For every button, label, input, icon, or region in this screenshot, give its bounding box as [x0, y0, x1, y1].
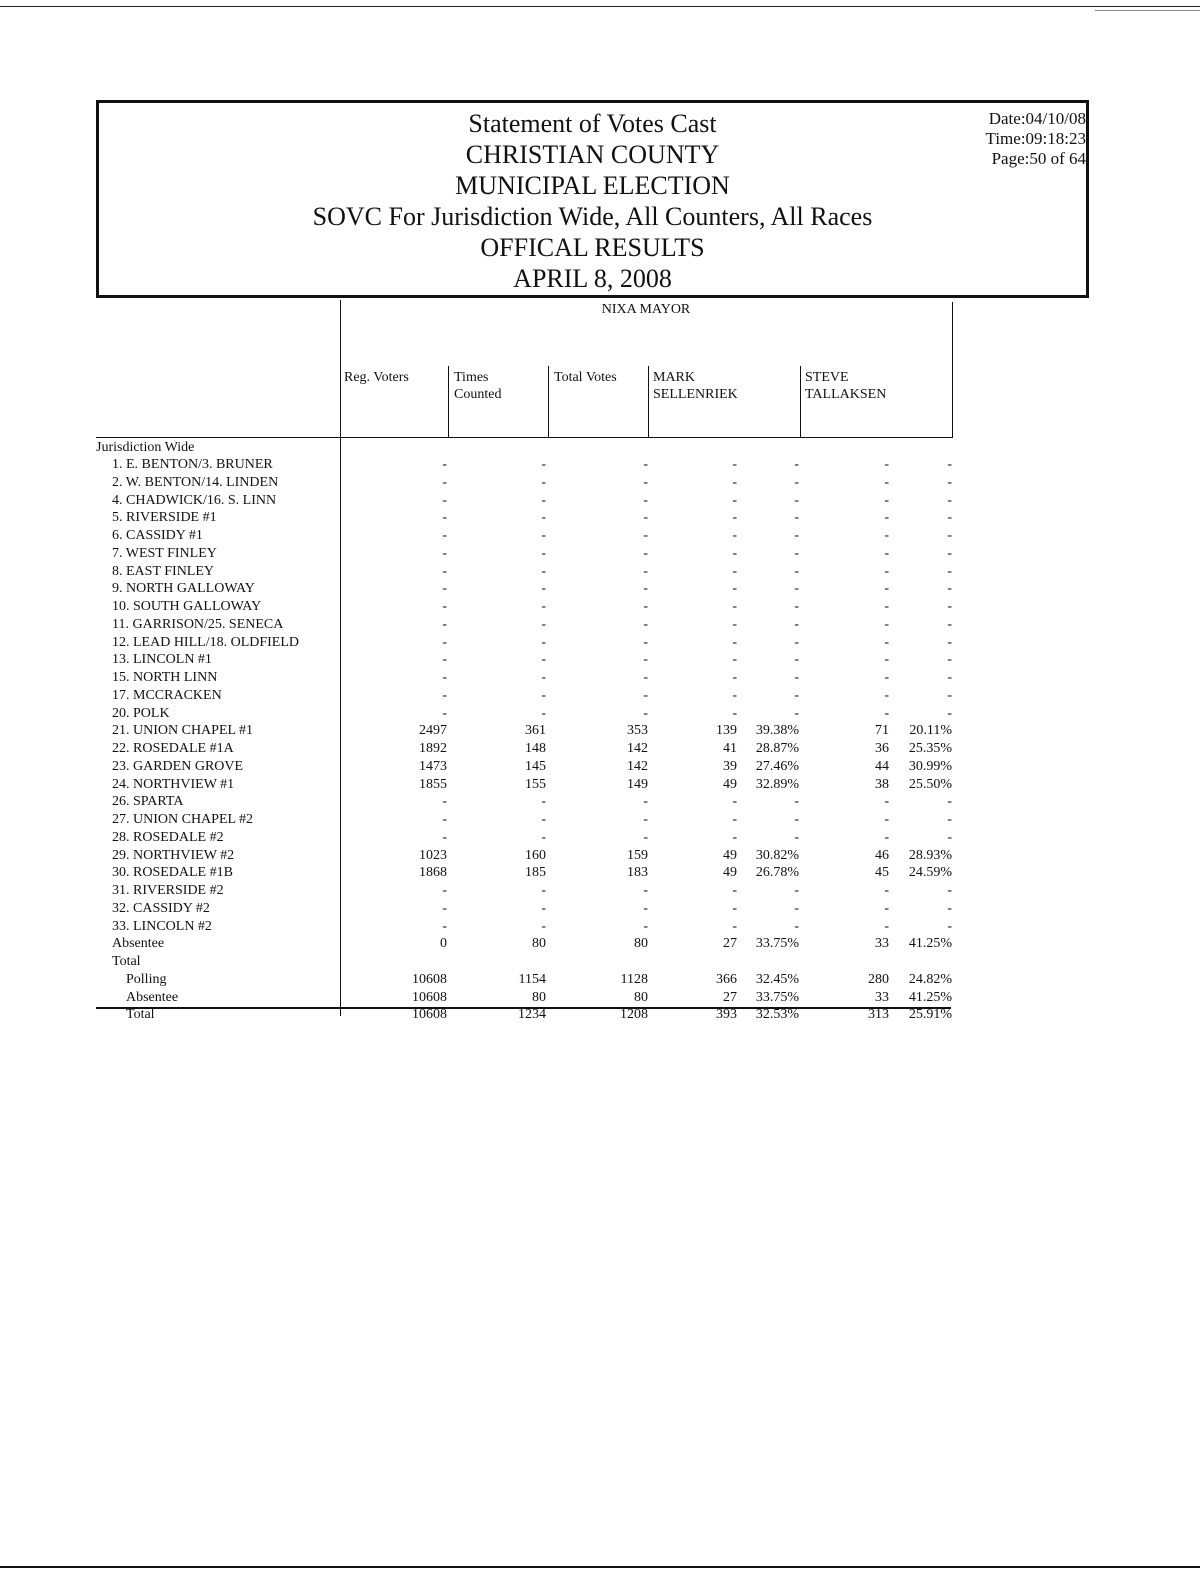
table-cell: -	[732, 883, 737, 898]
table-cell: -	[643, 670, 648, 685]
row-label: 29. NORTHVIEW #2	[112, 847, 235, 863]
table-cell: -	[947, 705, 952, 721]
row-label: 7. WEST FINLEY	[112, 545, 217, 561]
table-cell: 2497	[419, 723, 447, 739]
table-cell: 28.93%	[908, 847, 952, 863]
table-cell: -	[884, 634, 889, 650]
column-header-total-votes: Total Votes	[554, 370, 617, 385]
table-cell: -	[732, 581, 737, 597]
table-cell: -	[732, 616, 737, 632]
report-stamp	[986, 109, 1086, 169]
table-cell: 45	[875, 865, 889, 881]
table-cell: -	[794, 599, 799, 614]
table-cell: -	[442, 670, 447, 685]
table-cell: -	[884, 918, 889, 934]
table-cell: -	[732, 634, 737, 650]
table-cell: -	[643, 563, 648, 579]
table-cell: -	[794, 829, 799, 845]
table-cell: 1023	[419, 847, 447, 863]
table-cell: -	[541, 705, 546, 721]
table-cell: 46	[875, 847, 889, 863]
table-cell: -	[947, 616, 952, 632]
table-cell: 1855	[419, 776, 447, 792]
table-cell: 0	[440, 936, 447, 952]
table-cell: 36	[875, 741, 889, 756]
row-label: 26. SPARTA	[112, 794, 184, 810]
title-line: APRIL 8, 2008	[513, 264, 672, 293]
table-cell: -	[884, 545, 889, 561]
row-label: 32. CASSIDY #2	[112, 900, 210, 916]
table-cell: 44	[875, 758, 889, 774]
table-cell: -	[884, 687, 889, 703]
report-date: Date:04/10/08	[988, 109, 1086, 128]
table-cell: -	[643, 794, 648, 810]
table-cell: -	[643, 581, 648, 597]
table-cell: 25.50%	[908, 776, 952, 792]
table-cell: 1128	[620, 971, 648, 987]
table-cell: -	[643, 545, 648, 561]
table-cell: -	[884, 492, 889, 508]
table-cell: -	[794, 900, 799, 916]
table-cell: 33.75%	[755, 989, 799, 1005]
row-label: 4. CHADWICK/16. S. LINN	[112, 492, 277, 508]
table-cell: -	[884, 581, 889, 597]
row-label: 6. CASSIDY #1	[112, 528, 203, 543]
table-cell: -	[541, 900, 546, 916]
table-cell: -	[947, 883, 952, 898]
race-title: NIXA MAYOR	[601, 302, 691, 317]
table-cell: -	[947, 581, 952, 597]
table-cell: -	[732, 687, 737, 703]
table-cell: 10608	[412, 989, 447, 1005]
table-cell: 80	[532, 936, 546, 952]
row-label: Total	[112, 954, 141, 969]
table-cell: -	[541, 652, 546, 668]
table-cell: 80	[634, 989, 648, 1005]
row-label: 30. ROSEDALE #1B	[112, 865, 233, 881]
table-cell: -	[884, 794, 889, 810]
table-cell: -	[442, 687, 447, 703]
table-cell: -	[794, 634, 799, 650]
table-cell: -	[794, 705, 799, 721]
table-cell: -	[442, 545, 447, 561]
row-label: 9. NORTH GALLOWAY	[112, 581, 255, 597]
row-label: 1. E. BENTON/3. BRUNER	[112, 457, 273, 472]
table-cell: -	[732, 545, 737, 561]
table-cell: -	[541, 492, 546, 508]
table-cell: -	[442, 634, 447, 650]
table-cell: -	[947, 563, 952, 579]
table-cell: -	[442, 883, 447, 898]
table-cell: -	[794, 581, 799, 597]
table-cell: -	[794, 616, 799, 632]
table-cell: 27	[723, 989, 737, 1005]
table-cell: -	[541, 563, 546, 579]
table-cell: -	[794, 528, 799, 543]
table-cell: -	[947, 457, 952, 472]
report-title	[99, 108, 1086, 294]
table-cell: -	[442, 900, 447, 916]
section-label: Jurisdiction Wide	[96, 440, 195, 455]
table-cell: 160	[525, 847, 546, 863]
table-cell: -	[643, 528, 648, 543]
table-cell: 139	[716, 723, 737, 739]
table-cell: 26.78%	[755, 865, 799, 881]
table-cell: -	[732, 563, 737, 579]
table-cell: -	[884, 474, 889, 490]
table-cell: -	[442, 829, 447, 845]
table-cell: -	[884, 900, 889, 916]
table-cell: 1234	[518, 1007, 546, 1023]
table-cell: -	[643, 883, 648, 898]
table-cell: -	[541, 812, 546, 827]
column-header-reg-voters: Reg. Voters	[344, 370, 409, 385]
table-cell: -	[947, 545, 952, 561]
title-line: MUNICIPAL ELECTION	[455, 171, 730, 200]
table-cell: -	[541, 634, 546, 650]
table-cell: 27.46%	[755, 758, 799, 774]
table-cell: -	[541, 918, 546, 934]
column-divider	[648, 366, 649, 438]
table-cell: 30.99%	[908, 758, 952, 774]
title-line: Statement of Votes Cast	[468, 109, 717, 138]
table-cell: -	[794, 812, 799, 827]
table-cell: 1473	[419, 758, 447, 774]
table-cell: -	[947, 794, 952, 810]
table-cell: -	[643, 900, 648, 916]
table-cell: -	[732, 918, 737, 934]
table-cell: 80	[634, 936, 648, 952]
table-cell: -	[643, 812, 648, 827]
table-cell: -	[732, 670, 737, 685]
table-cell: -	[794, 670, 799, 685]
report-header-box	[96, 100, 1089, 298]
table-cell: -	[794, 563, 799, 579]
column-header-candidate-sellenriek: MARK SELLENRIEK	[653, 370, 738, 402]
table-cell: -	[884, 616, 889, 632]
table-cell: -	[643, 616, 648, 632]
table-cell: -	[794, 474, 799, 490]
table-cell: -	[643, 705, 648, 721]
table-cell: 49	[723, 776, 737, 792]
table-cell: -	[442, 510, 447, 526]
row-label: 27. UNION CHAPEL #2	[112, 812, 254, 827]
scan-edge-top	[0, 6, 1200, 7]
table-cell: -	[794, 918, 799, 934]
table-cell: -	[884, 563, 889, 579]
table-cell: 1868	[419, 865, 447, 881]
table-cell: -	[732, 900, 737, 916]
column-divider	[548, 366, 549, 438]
table-cell: 80	[532, 989, 546, 1005]
row-label: 8. EAST FINLEY	[112, 563, 215, 579]
header-bottom-rule	[96, 437, 953, 438]
table-cell: -	[541, 599, 546, 614]
row-label: 12. LEAD HILL/18. OLDFIELD	[112, 634, 300, 650]
column-header-candidate-tallaksen: STEVE TALLAKSEN	[805, 370, 887, 402]
table-cell: 10608	[412, 971, 447, 987]
table-cell: -	[884, 457, 889, 472]
table-cell: -	[884, 670, 889, 685]
table-cell: -	[794, 883, 799, 898]
table-cell: -	[884, 528, 889, 543]
table-cell: 39	[723, 758, 737, 774]
table-cell: -	[442, 528, 447, 543]
table-cell: -	[732, 599, 737, 614]
table-cell: -	[732, 812, 737, 827]
table-cell: -	[541, 829, 546, 845]
table-cell: -	[643, 599, 648, 614]
table-cell: -	[643, 687, 648, 703]
row-label: 24. NORTHVIEW #1	[112, 776, 235, 792]
table-cell: -	[732, 652, 737, 668]
row-label: 15. NORTH LINN	[112, 670, 218, 685]
row-label: 2. W. BENTON/14. LINDEN	[112, 474, 279, 490]
table-cell: -	[643, 474, 648, 490]
table-cell: -	[884, 652, 889, 668]
table-cell: -	[794, 687, 799, 703]
table-cell: 142	[627, 741, 648, 756]
row-label: 10. SOUTH GALLOWAY	[112, 599, 262, 614]
row-label: Absentee	[112, 936, 165, 952]
table-cell: -	[541, 474, 546, 490]
table-cell: -	[541, 616, 546, 632]
report-page: Page:50 of 64	[991, 149, 1086, 168]
table-cell: 38	[875, 776, 889, 792]
table-cell: -	[947, 599, 952, 614]
table-cell: -	[541, 457, 546, 472]
table-cell: -	[794, 652, 799, 668]
table-cell: -	[794, 794, 799, 810]
table-cell: -	[947, 510, 952, 526]
row-label: 20. POLK	[112, 705, 170, 721]
table-cell: -	[643, 829, 648, 845]
table-cell: -	[794, 492, 799, 508]
table-cell: 393	[716, 1007, 737, 1023]
table-cell: -	[541, 528, 546, 543]
table-cell: -	[442, 563, 447, 579]
table-cell: -	[884, 812, 889, 827]
table-cell: -	[884, 510, 889, 526]
row-label: 31. RIVERSIDE #2	[112, 883, 224, 898]
table-cell: 41.25%	[908, 989, 952, 1005]
table-cell: -	[442, 652, 447, 668]
table-cell: -	[442, 812, 447, 827]
table-cell: 39.38%	[755, 723, 799, 739]
table-cell: 145	[525, 758, 546, 774]
table-cell: -	[442, 616, 447, 632]
title-line: SOVC For Jurisdiction Wide, All Counters, All Races	[312, 202, 873, 231]
table-cell: -	[884, 883, 889, 898]
table-cell: 33.75%	[755, 936, 799, 952]
column-header-times-counted: Times Counted	[454, 370, 502, 402]
table-cell: -	[794, 545, 799, 561]
table-cell: 32.89%	[755, 776, 799, 792]
table-cell: -	[541, 510, 546, 526]
table-cell: -	[541, 883, 546, 898]
table-cell: -	[947, 900, 952, 916]
table-cell: -	[732, 528, 737, 543]
table-cell: -	[643, 634, 648, 650]
table-cell: 1892	[419, 741, 447, 756]
table-cell: -	[442, 599, 447, 614]
table-cell: -	[541, 670, 546, 685]
table-cell: -	[947, 528, 952, 543]
row-label: 21. UNION CHAPEL #1	[112, 723, 254, 739]
column-divider	[800, 366, 801, 438]
table-cell: -	[732, 705, 737, 721]
table-cell: 353	[627, 723, 648, 739]
column-divider	[448, 366, 449, 438]
table-cell: -	[442, 705, 447, 721]
table-cell: -	[732, 510, 737, 526]
table-cell: 1154	[518, 971, 546, 987]
title-line: CHRISTIAN COUNTY	[465, 140, 720, 169]
table-cell: 366	[716, 971, 737, 987]
table-cell: 20.11%	[909, 723, 952, 739]
table-cell: -	[947, 492, 952, 508]
table-cell: 33	[875, 989, 889, 1005]
row-label: 17. MCCRACKEN	[112, 687, 222, 703]
table-cell: 41	[723, 741, 737, 756]
table-cell: -	[947, 634, 952, 650]
table-cell: 49	[723, 847, 737, 863]
table-cell: -	[541, 794, 546, 810]
table-cell: -	[442, 794, 447, 810]
table-cell: 24.82%	[908, 971, 952, 987]
table-cell: -	[643, 652, 648, 668]
table-cell: -	[541, 581, 546, 597]
table-cell: 361	[525, 723, 546, 739]
table-cell: 313	[868, 1007, 889, 1023]
table-cell: 25.35%	[908, 741, 952, 756]
table-cell: 280	[868, 971, 889, 987]
table-left-rule	[340, 300, 341, 1016]
table-cell: 28.87%	[755, 741, 799, 756]
table-cell: -	[442, 918, 447, 934]
table-cell: 183	[627, 865, 648, 881]
table-cell: 155	[525, 776, 546, 792]
table-cell: -	[947, 812, 952, 827]
table-cell: -	[794, 510, 799, 526]
table-cell: -	[884, 599, 889, 614]
table-cell: 148	[525, 741, 546, 756]
table-cell: 71	[875, 723, 889, 739]
table-cell: 32.45%	[755, 971, 799, 987]
table-right-rule	[952, 302, 953, 438]
table-cell: -	[442, 457, 447, 472]
table-cell: 49	[723, 865, 737, 881]
table-cell: 33	[875, 936, 889, 952]
table-cell: -	[442, 492, 447, 508]
table-cell: -	[794, 457, 799, 472]
table-cell: 27	[723, 936, 737, 952]
row-label: 23. GARDEN GROVE	[112, 758, 244, 774]
table-cell: 10608	[412, 1007, 447, 1023]
table-cell: -	[541, 545, 546, 561]
title-line: OFFICAL RESULTS	[480, 233, 705, 262]
table-cell: -	[732, 457, 737, 472]
table-cell: 41.25%	[908, 936, 952, 952]
table-cell: -	[643, 457, 648, 472]
table-cell: -	[947, 687, 952, 703]
scan-edge-top-right	[1095, 10, 1200, 11]
table-cell: 149	[627, 776, 648, 792]
row-label: 33. LINCOLN #2	[112, 918, 212, 934]
table-cell: -	[643, 510, 648, 526]
row-label: 28. ROSEDALE #2	[112, 829, 224, 845]
row-label: Polling	[126, 971, 167, 987]
table-cell: 185	[525, 865, 546, 881]
row-label: Total	[126, 1007, 155, 1023]
table-cell: -	[947, 652, 952, 668]
table-cell: -	[732, 794, 737, 810]
row-label: 11. GARRISON/25. SENECA	[112, 616, 284, 632]
table-cell: 1208	[620, 1007, 648, 1023]
table-cell: -	[732, 474, 737, 490]
table-cell: -	[541, 687, 546, 703]
table-cell: -	[884, 705, 889, 721]
table-cell: 159	[627, 847, 648, 863]
table-cell: 142	[627, 758, 648, 774]
table-cell: -	[732, 492, 737, 508]
report-time: Time:09:18:23	[985, 129, 1086, 148]
table-cell: -	[643, 918, 648, 934]
table-cell: -	[442, 474, 447, 490]
table-cell: -	[947, 670, 952, 685]
table-cell: 24.59%	[908, 865, 952, 881]
scan-edge-bottom	[0, 1566, 1200, 1568]
table-cell: 30.82%	[755, 847, 799, 863]
row-label: 13. LINCOLN #1	[112, 652, 212, 668]
table-cell: -	[947, 474, 952, 490]
table-cell: -	[732, 829, 737, 845]
table-cell: -	[884, 829, 889, 845]
table-cell: 32.53%	[755, 1007, 799, 1023]
table-cell: -	[947, 918, 952, 934]
table-cell: 25.91%	[908, 1007, 952, 1023]
row-label: 22. ROSEDALE #1A	[112, 741, 234, 756]
table-cell: -	[947, 829, 952, 845]
table-cell: -	[643, 492, 648, 508]
table-cell: -	[442, 581, 447, 597]
row-label: Absentee	[126, 989, 179, 1005]
row-label: 5. RIVERSIDE #1	[112, 510, 217, 526]
